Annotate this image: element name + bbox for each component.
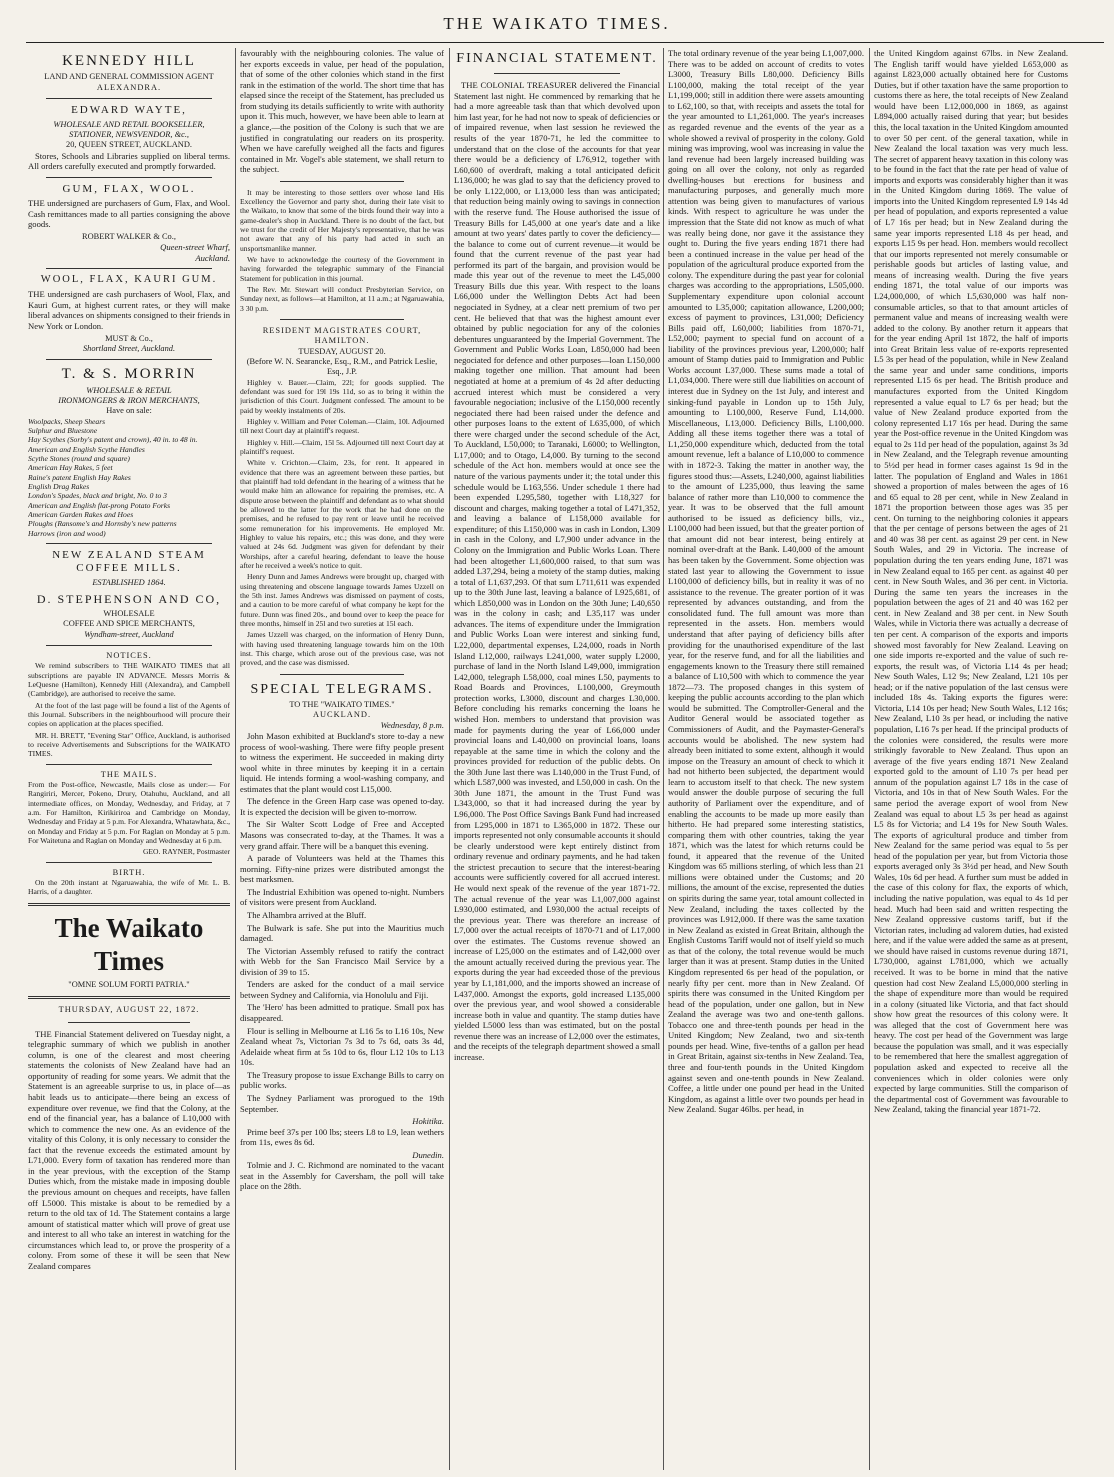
paragraph: John Mason exhibited at Buckland's store to-day a new process of wool-washing. There were fifty people present to witness the experiment. He succeeded in making dirty wool white in three minutes by keeping it in a certain liquid. He intends forming a wool-washing company, and estimates that the plant would cost L15,000. — [240, 730, 444, 794]
paragraph: Henry Dunn and James Andrews were brought up, charged with using threatening and obscene language towards James Uzzell on the 5th inst. James Andrews was dismissed on payment of costs, and a caution to be more careful of what company he kept for the future. Dunn was fined 20s., and bound over to keep the peace for three months, himself in 25l and two sureties at 15l each. — [240, 572, 444, 628]
ad-line: STATIONER, NEWSVENDOR, &c., — [68, 129, 190, 139]
ad-heading: WOOL, FLAX, KAURI GUM. — [40, 274, 218, 286]
paragraph: The defence in the Green Harp case was opened to-day. It is expected the decision will be given to-morrow. — [240, 796, 444, 817]
paragraph: Highley v. Bauer.—Claim, 22l; for goods supplied. The defendant was sued for 19l 19s 11d, so as to bring it within the jurisdiction of this Court. Judgment confessed. The amount to be paid by weekly instalments of 20s. — [240, 377, 444, 415]
birth-notice — [28, 868, 230, 897]
paragraph: We have to acknowledge the courtesy of the Government in having forwarded the telegraphic summary of the Financial Statement for publication in this journal. — [240, 255, 444, 283]
section-date: TUESDAY, AUGUST 20. — [298, 346, 386, 356]
paragraph: The Treasury propose to issue Exchange Bills to carry on public works. — [240, 1069, 444, 1091]
ad-heading: GUM, FLAX, WOOL. — [62, 182, 196, 195]
section-note: (Before W. N. Searancke, Esq., R.M., and Patrick Leslie, Esq., J.P. — [246, 357, 438, 377]
ad-body: THE undersigned are cash purchasers of Wool, Flax, and Kauri Gum, at highest current rates, or they will make liberal advances on shipments consigned to their friends in New York or London. — [28, 289, 230, 331]
section-heading: SPECIAL TELEGRAMS. — [250, 681, 434, 697]
ad-line: Have on sale: — [106, 406, 152, 416]
ad-line: WHOLESALE — [103, 608, 155, 618]
article-body: The total ordinary revenue of the year being L1,007,000. There was to be added on account of credits to votes L3000, Treasury Bills L80,000. Deficiency Bills L100,000, making the total receipt of the year L1,199,000; still in addition there were assets amounting to L62,100, so that, with receipts and assets the total for the year amounted to L1,261,000. The year's increases as regarded revenue and the events of the year as a whole showed a revival of prosperity in the colony. Gold mining was improving, wool was increasing in value the land revenue had been largely increased building was going on all over the colony, not only as regarded dwelling-houses but erections for business and manufacturing purposes, and generally much more attention was being given to manufactures of various kinds. With respect to agriculture he was under the impression that the State did not know as much of what was really being done, nor gave it the assistance they ought to. During the five years ending 1871 there had been a continued increase in the value per head of the population of the agricultural produce exported from the colony. The expenditure during the past year for colonial charges was according to the appropriations, L505,000. Supplementary expenditure upon colonial account amounted to L35,000; capitation allowance, L200,000; excess of payment to provinces, L31,000; Deficiency Bills paid off, L60,000; liabilities from 1870-71, L52,000; payment to special fund on account of a liability of the provinces previous year, L200,000; half amount of Stamp duties paid to Immigration and Public Works account L37,000. These sums made a total of L1,034,000. There were still due liabilities on account of interest due in Sydney on the 1st July, and interest and sinking-fund payable in London up to 15th July, amounting to L100,000, Reserve Fund, L14,000. Miscellaneous, L13,000. Deficiency Bills, L100,000. Adding all these items together there was a total of L1,250,000 expenditure which, deducted from the total amount revenue, left a balance of L10,000 to commence with in 1872-3. Taking the matter in another way, the figures stood thus:—Assets, L240,000, against liabilities to the amount of L235,000, thus leaving the same balance of rather more than L10,000 to commence the year. It was to be observed that the full amount authorised to be issued as deficiency bills, viz., L100,000 had been issued, but that the greater portion of that amount did not bear interest, being entirely at nominal over-draft at the Bank. L40,000 of the amount has been taken by the Government. Some objection was stated last year to allowing the Government to issue L100,000 of deficiency bills, but in reality it was of no assistance to the revenue. The greater portion of it was represented by advances outstanding, and from the consolidated fund. The full amount was more than represented in the assets. Hon. members would understand that after paying of deficiency bills after providing for the unauthorised expenditure of the last year, for the reserve fund, and for all the liabilities and engagements known to the Treasury there still remained a balance of L10,500 with which to commence the year 1872—73. The proposed changes in this system of keeping the public accounts according to the plan which would be submitted. The Comptroller-General and the Auditor General would be associated together as Commissioners of Audit, and the Paymaster-General's accounts would be abolished. The new system had already been initiated to some extent, although it would impose on the Treasury an amount of check to which it had not hitherto been subjected, the department would learn to accustom itself to that check. The new system would answer the double purpose of securing the full authority of Parliament over the expenditure, and of enabling the accounts to be made up more easily than hitherto. He had prepared some interesting statistics, comparing them with other countries, taking the year 1871, which was the latest for which returns could be found, it appeared that the revenue of the United Kingdom was 65 millions sterling, of which less than 21 millions were obtained under the Customs; and 20 millions, the amount of the excise, represented the duties on spirits during the same year, total amount collected in New Zealand, including the taxes collected by the provinces was L912,000. If there was the same taxation in New Zealand as existed in Great Britain, although the English Customs Tariff would not of itself yield so much as that of the colony, the total revenue would be much larger than it was at present. Stamp duties in the United Kingdom represented 6s per head of the population, or nearly fifty per cent. more than in New Zealand. Of spirits there was consumed in the United Kingdom per head of the population, under one gallon, but in New Zealand the average was two and one-tenth gallons. Tobacco one and three-tenth pounds per head in the United Kingdom; New Zealand, two and six-tenth pounds per head. Wine, five-tenths of a gallon per head in Great Britain, against six-tenths in New Zealand. Tea, three and four-tenth pounds in the United Kingdom against seven and one-tenth pounds in New Zealand. Coffee, a little under one pound per head in the United Kingdom, as against a little over two pounds per head in New Zealand. Sugar 46lbs. per head, in — [668, 48, 864, 1115]
ad-signature: Auckland. — [195, 252, 230, 263]
paragraph: The Bulwark is safe. She put into the Mauritius much damaged. — [240, 922, 444, 944]
paragraph: A parade of Volunteers was held at the Thames this morning. Fifty-nine prizes were distributed amongst the best marksmen. — [240, 853, 444, 885]
the-mails — [28, 770, 230, 857]
ad-line: IRONMONGERS & IRON MERCHANTS, — [58, 395, 200, 405]
ad-line: 20, QUEEN STREET, AUCKLAND. — [66, 140, 192, 150]
paragraph: MR. H. BRETT, "Evening Star" Office, Auckland, is authorised to receive Advertisements and Subscriptions for the WAIKATO TIMES. — [28, 730, 230, 759]
paragraph: favourably with the neighbouring colonies. The value of her exports exceeds in value, per head of the population, that of some of the other colonies which stand in the first rank in the estimation of the world. The short time that has elapsed since the receipt of the Statement, has precluded us from studying its details sufficiently to write with authority upon it. This much, however, we have been able to learn at a glance,—the position of the Colony is such that we are justified in congratulating our readers on its prosperity. When we have carefully weighed all the facts and figures contained in Mr. Vogel's able statement, we shall return to the subject. — [240, 48, 444, 175]
paragraph: We remind subscribers to THE WAIKATO TIMES that all subscriptions are payable IN ADVANCE. Messrs Morris & LeQuesne (Hamilton), Kennedy Hill (Alexandra), and Campbell (Cambridge), are authorised to receive the same. — [28, 661, 230, 699]
paragraph: The Rev. Mr. Stewart will conduct Presbyterian Service, on Sunday next, as follows—at Hamilton, at 11 a.m.; at Ngaruawahia, 3 30 p.m. — [240, 285, 444, 313]
paragraph: Flour is selling in Melbourne at L16 5s to L16 10s, New Zealand wheat 7s, Victorian 7s 3d to 7s 6d, oats 3s 4d, Adelaide wheat firm at 5s 10d to 6s, flour L12 10s to L13 10s. — [240, 1025, 444, 1068]
ad-gum-flax-wool — [28, 183, 230, 264]
signature: GEO. RAYNER, Postmaster — [142, 847, 230, 857]
ad-name: D. STEPHENSON AND CO, — [36, 592, 222, 607]
paragraph: The Alhambra arrived at the Bluff. — [247, 909, 367, 920]
column-2 — [240, 48, 444, 1470]
ad-coffee-mills — [28, 549, 230, 640]
paragraph: Highley v. William and Peter Coleman.—Claim, 10l. Adjourned till next Court day at plaintiff's request. — [240, 416, 444, 436]
ad-heading: NEW ZEALAND STEAM COFFEE MILLS. — [52, 548, 206, 575]
paragraph: The Sir Walter Scott Lodge of Free and Accepted Masons was consecrated to-day, at the Thames. It was a very grand affair. There will be a banquet this evening. — [240, 819, 444, 851]
paragraph: At the foot of the last page will be found a list of the Agents of this Journal. Subscribers in the neighbourhood will procure their copies on application at the places specified. — [28, 700, 230, 729]
ad-name: T. & S. MORRIN — [61, 366, 197, 383]
paragraph: The Industrial Exhibition was opened to-night. Numbers of visitors were present from Auckland. — [240, 886, 444, 908]
paragraph: It may be interesting to those settlers over whose land His Excellency the Governor and party shot, during their late visit to the Waikato, to know that some of the birds found their way into a game-dealer's shop in Auckland. There is no doubt of the fact, but we trust for the credit of Her Majesty's representative, that he was not aware that any of his party had acted in such an unsportsmanlike manner. — [240, 187, 444, 253]
article-body: THE COLONIAL TREASURER delivered the Financial Statement last night. He commenced by remarking that he had a more agreeable task than that which devolved upon him last year, for he had not now to speak of deficiencies or of impaired revenue, when last session he reviewed the results of the year 1870-71, he led the committee to understand that on the close of the accounts for that year there would be a deficiency of L76,912, together with L60,600 of overdraft, making a total anticipated deficit L136,000; he was glad to say that the deficiency proved to be only L122,000, or L13,000 less than was anticipated; that reduction being mainly owing to savings in connection with the reserve fund. The House authorised the issue of Treasury Bills for L45,000 at one year's date and a like amount at two years' dates partly to cover the deficiency—the balance to come out of current revenue—it would be found that the current revenue of the past year had performed its part of the bargain, and provision would be made this year out of the revenue to meet the L45,000 Treasury Bills due this year. With respect to the loans L66,000 under the Wellington Debts Act had been negociated in Sydney, at a clear nett premium of two per cent. He believed that that was the highest amount ever obtained by public negociation for any of the colonies debentures unguaranteed by the Imperial Government. The Government and Public Works Loan, L850,000 had been negociated for defence and other purposes—loan L150,000 making together one million. That amount had been negotiated at home at a premium of 4s 2d after deducting accrued interest which must be considered a very favourable negociation; inclusive of the L150,000 recently negociated there had been raised under the defence and other purposes loans to the extent of L635,000, of which there were charged under the second schedule of the Act, To Auckland, L50,000; to Taranaki, L6000; to Wellington, L17,000; and to Otago, L4,000. By turning to the second schedule of the Act hon. members would at once see the nature of the various payments under it; the total under this schedule would be L163,556. Under schedule 1 there had been expended L295,580, together with L18,327 for discount and charges, making together a total of L471,352, and leaving a balance of L158,000 available for expenditure; of this L150,000 was in cash in London, L309 in cash in the Colony, and L7,900 under advance in the Colony on the Immigration and Public Works Loan. There had been altogether L1,600,000 raised, to that sum was added L37,294, being a moiety of the stamp duties, making a total of L1,637,293. Of that sum L711,611 was expended up to the 30th June last, leaving a balance of L925,681, of which L850,000 was in London on the 30th June; L40,650 was in the colony in cash; and L35,117 was under advances. The items of expenditure under the Immigration and Public Works Loan were interest and sinking fund, L22,000, departmental expenses, L24,000, roads in North Island L12,000, railways L241,000, water supply L2000, purchase of land in the North Island L49,000, immigration L42,000, telegraph L58,000, coal mines L50, payments to Road Boards and Provinces, L100,000, Greymouth protection works, L3000, discount and charges L30,000. Before concluding his remarks concerning the loans he wished Hon. members to understand that provision was made for payments during the year of L66,000 under provincial loans and L40,000 on provincial loans, loans repayable at the same time in which the colony and the provinces provided for reduction of the public debts. On the 30th June last there was L140,000 in the Trust Fund, of which L587,000 was invested, and L50,000 in cash. On the 30th June 1871, the amount in the Trust Fund was L343,000, so that it had increased during the year by L96,000. The Post Office Savings Bank Fund had increased from L295,000 in 1871 to L365,000 in 1872. These our imports represented not only consumable accounts it should be clearly understood were kept entirely distinct from ordinary revenue and ordinary payments, and he had taken the strictest precaution to secure that the interest-bearing accounts were sufficiently covered for all accrued interest. He would next speak of the revenue of the year 1871-72. The actual revenue of the year was L1,007,000 against L930,000 estimated, and L930,000 the actual receipts of the previous year. There was therefore an increase of L7,000 over the actual receipts of 1870-71 and of L17,000 over the estimates. The Customs revenue showed an increase of L25,000 on the estimates and of L42,000 over the amount actually received during the previous year. The exports during the year had exceeded those of the previous year by L1,181,000, and the imports showed an increase of L437,000. Amongst the exports, gold increased L135,000 over the previous year, and wool showed a considerable increase both in value and quantity. The stamp duties have yielded L5000 less than was estimated, but on the postal revenue there was an increase of L2,000 over the estimates, and the receipts of the telegraph department showed a small increase. — [454, 80, 660, 1062]
masthead: THE WAIKATO TIMES. — [443, 14, 671, 33]
dateline: Hokitika. — [412, 1116, 444, 1127]
paragraph: Prime beef 37s per 100 lbs; steers L8 to L9, lean wethers from 11s, ewes 8s 6d. — [240, 1126, 444, 1148]
issue-date: THURSDAY, AUGUST 22, 1872. — [58, 1005, 200, 1015]
paragraph: Tenders are asked for the conduct of a mail service between Sydney and California, via Honolulu and Fiji. — [240, 979, 444, 1000]
paragraph: Highley v. Hill.—Claim, 15l 5s. Adjourned till next Court day at plaintiff's request. — [240, 437, 444, 456]
ad-item-list: Woolpacks, Sheep Shears Sulphur and Bluestone Hay Scythes (Sorby's patent and crown), 40 in. to 48 in. American and English Scythe Handles Scythe Stones (round and square) American Hay Rakes, 5 feet Raine's patent English Hay Rakes English Drag Rakes London's Spades, black and bright, No. 0 to 3 American and English flat-prong Potato Forks American Garden Rakes and Hoes Ploughs (Ransome's and Hornsby's new patterns Harrows (iron and wood) — [28, 416, 198, 538]
section-heading: NOTICES. — [106, 650, 152, 660]
ad-line: ESTABLISHED 1864. — [92, 577, 166, 587]
ad-line: WHOLESALE AND RETAIL BOOKSELLER, — [53, 119, 205, 129]
ad-line: WHOLESALE & RETAIL — [86, 385, 172, 395]
section-subheading: TO THE "WAIKATO TIMES." — [289, 699, 395, 709]
column-rule — [869, 48, 870, 1470]
section-time: Wednesday, 8 p.m. — [380, 720, 444, 731]
ad-kennedy-hill — [28, 52, 230, 93]
ad-line: Wyndham-street, Auckland — [84, 629, 174, 639]
section-place: AUCKLAND. — [312, 710, 372, 720]
column-3 — [454, 48, 660, 1470]
ad-signature: Shortland Street, Auckland. — [82, 343, 176, 353]
paragraph: White v. Crichton.—Claim, 23s, for rent. It appeared in evidence that there was an agreement between these parties, but that plaintiff had told defendant in the hearing of a witness that he would make him an allowance for repairing the premises, etc. A dispute arose between the plaintiff and defendant as to what should be allowed to the latter for the work that he had done on the premises, and he refused to pay rent or leave until he received some remuneration for his improvements. He employed Mr. Highley to value his repairs, etc.; this was done, and they were valued at 24s 6d. Judgment was given for defendant by their Worships, after a careful hearing, defendant to leave the house after he received a week's notice to quit. — [240, 458, 444, 570]
section-heading: BIRTH. — [112, 867, 146, 877]
ad-line: ALEXANDRA. — [96, 82, 162, 92]
paragraph: Tolmie and J. C. Richmond are nominated to the vacant seat in the Assembly for Caversham, the poll will take place on the 28th. — [240, 1160, 444, 1192]
article-body: the United Kingdom against 67lbs. in New Zealand. The English tariff would have yielded L653,000 as against L823,000 actually obtained here for Customs Duties, but if other taxation have the same proportion to customs there as here, the total receipts of New Zealand would have been L12,000,000 in 1869, as against L894,000 actually raised during that year; but besides this, the local taxation in the United Kingdom amounted to over 50 per cent. of the general taxation, while in New Zealand the local taxation was very much less. The secret of apparent heavy taxation in this colony was to be found in the fact that the rate per head of value of imports and exports was considerably higher than it was in the United Kingdom during 1869. The value of imports into the United Kingdom represented L9 14s 4d per head of population, and exports represented a value of L7 16s per head; but in New Zealand during the same year imports represented L18 4s per head, and exports L15 9s per head. Hon. members would recollect that our imports represented not merely consumable or perishable goods but articles of lasting value, and means of increasing wealth. During the five years ending 1871, the total value of our imports was L24,000,000, of which L5,630,000 was half non-consumable articles, so that to that amount articles of permanent value and means of increasing wealth were added to the colony. By another return it appears that for the year ending April 1st 1872, the half of imports into Great Britain less value of re-exports represented L5 3s per head of the population, while in New Zealand the same year and under same conditions, imports represented L15 6s per head. The British produce and manufactures exported from the United Kingdom represented a value equal to L7 6s per head; but the value of New Zealand produce exported from the colony represented L17 16s per head. During the same year the Post-office revenue in the United Kingdom was equal to 2s 11d per head of the population, against 3s 3d in New Zealand, and the Telegraph revenue amounting to 5½d per head in former cases against 1s 9d in the latter. The population of England and Wales in 1861 showed a proportion of males between the ages of 16 and 65 equal to 28 per cent, while in New Zealand in 1871 the proportion between those ages was 35 per cent. On turning to the neighboring colonies it appears that the per centage of persons between the ages of 21 and 40 was 38 per cent. as against 29 per cent. in New South Wales, and 29 in Victoria. The increase of population during the ten years ending June, 1871 was in New Zealand equal to 165 per cent. as against 40 per cent. in New South Wales, and 36 per cent. in Victoria. During the same ten years the increases in the population between the ages of 21 and 40 was 162 per cent. in New Zealand and 38 per cent. in New South Wales, while in Victoria there was actually a decrease of ten per cent. A comparison of the exports and imports showed most favorably for New Zealand. Leaving on one side imports re-exported and the value of such re-exports, the result was, of Victoria L14 4s per head; New South Wales, L12 9s; New Zealand, L21 10s per head; or if the native population of the last census were included 18s 4s. Taking exports the figures were: Victoria, L14 10s per head; New South Wales, L12 16s; New Zealand, L10 3s per head, or including the native population, L16 7s per head. If the principal products of the colonies were considered, the results were more strikingly favorable to New Zealand. Thus upon an average of the five years ending 1871 New Zealand exported gold to the amount of L10 7s per head per annum of the population against L7 18s in the case of Victoria, and 10s in that of New South Wales. For the same period the average export of wool from New Zealand was equal to about L5 3s per head as against L5 8s for Victoria; and L4 19s for New South Wales. The exports of agricultural produce and timber from New Zealand for the same period was equal to 5s per head of the population per year, but from Victoria those exports averaged only 3s 3½d per head, and New South Wales, 10s 6d per head. A further sum must be added in the case of this colony for flax, the exports of which, including the native population, was equal to 4s 1d per head. Much had been said and written respecting the New Zealand oppressive customs tariff, but if the Victorian rates, including ad valorem duties, had existed here, and if the value were added the same as at present, we should have raised in customs revenue during 1871, L730,000, against L781,000, which we actually received. It was to be borne in mind that the native question had cost New Zealand L5,000,000 sterling in the shape of expenditure more than would be required in a colony (situated like Victoria, and that fact should show how great the resources of this colony were. It was alleged that the cost of Government here was heavy. The cost per head of the Government was large because the population was small, and it was especially to be remembered that here the smallest aggregation of population asked and expected to receive all the conveniences which in older colonies were only expected by large communities. Still the comparison of the departmental cost of Government was favourable to New Zealand, taking the financial year 1871-72. — [874, 48, 1068, 1115]
ad-signature: ROBERT WALKER & Co., — [82, 231, 176, 241]
section-subheading: HAMILTON. — [314, 336, 370, 346]
column-4 — [668, 48, 864, 1470]
ad-signature: MUST & Co., — [105, 333, 153, 343]
notices — [28, 651, 230, 759]
motto: "OMNE SOLUM FORTI PATRIA." — [68, 979, 190, 989]
dateline: Dunedin. — [412, 1149, 444, 1160]
ad-morrin — [28, 365, 230, 538]
ad-line: COFFEE AND SPICE MERCHANTS, — [63, 619, 195, 629]
column-rule — [235, 48, 236, 1470]
ad-name: KENNEDY HILL — [62, 53, 196, 69]
section-heading: RESIDENT MAGISTRATES COURT, — [262, 326, 422, 336]
paragraph: The Sydney Parliament was prorogued to the 19th September. — [240, 1092, 444, 1114]
masthead-rule — [26, 42, 1104, 43]
article-heading: FINANCIAL STATEMENT. — [456, 51, 658, 66]
column-rule — [663, 48, 664, 1470]
paragraph: The 'Hero' has been admitted to pratique. Small pox has disappeared. — [240, 1002, 444, 1023]
ad-signature: Queen-street Wharf, — [160, 242, 230, 253]
editorial: THE Financial Statement delivered on Tuesday night, a telegraphic summary of which we publish in another column, is one of the clearest and most cheering statements the colonists of New Zealand have had an opportunity of reading for some years. We admit that the Statement is an agreeable surprise to us, in place of—as habit leads us to anticipate—there being an excess of expenditure over revenue, we find that the Colony, at the end of the financial year, has a balance of L10,000 with which to commence the new one. As an evidence of the vitality of this Colony, it is only necessary to consider the fact that the revenue exceeds the estimated amount by L71,000. Every form of taxation has rendered more than in the year previous, with the exception of the Stamp Duties which, from the mistake made in imposing double the previous amount on cheques and receipts, have fallen off L5000. This mistake is about to be remedied by a return to the old tax of 1d. The Statement contains a large amount of statistical matter which will prove of great use and interest to all who take an interest in watching for the circumstances which lead to, or prove the prosperity of a colony. From some of these it will be seen that New Zealand compares — [28, 1028, 230, 1271]
ad-body: THE undersigned are purchasers of Gum, Flax, and Wool. Cash remittances made to all parties consigning the above goods. — [28, 198, 230, 230]
paragraph: On the 20th instant at Ngaruawahia, the wife of Mr. L. B. Harris, of a daughter. — [28, 877, 230, 897]
column-1 — [28, 48, 230, 1470]
ad-wool-flax-kauri — [28, 274, 230, 354]
section-heading: THE MAILS. — [100, 769, 158, 779]
ad-name: EDWARD WAYTE, — [71, 104, 187, 117]
column-rule — [449, 48, 450, 1470]
ad-edward-wayte — [28, 104, 230, 172]
paragraph: From the Post-office, Newcastle, Mails close as under:— For Rangiriri, Mercer, Pokeno, Drury, Otahuhu, Auckland, and all intermediate offices, on Monday, Wednesday, and Friday, at 7 a.m. For Hamilton, Kirikiriroa and Cambridge on Monday, Wednesday and Friday at 5 p.m. For Alexandra, Whatawhata, &c., on Monday and Friday at 5 p.m. For Raglan on Monday at 5 p.m. For Waitetuna and Raglan on Monday and Wednesday at 6 p.m. — [28, 779, 230, 845]
ad-body: Stores, Schools and Libraries supplied on liberal terms. All orders carefully executed and promptly forwarded. — [28, 150, 230, 172]
paragraph: The Victorian Assembly refused to ratify the contract with Webb for the San Francisco Mail Service by a division of 39 to 15. — [240, 945, 444, 977]
paragraph: James Uzzell was charged, on the information of Henry Dunn, with having used threatening language towards him on the 10th inst. This charge, which arose out of the previous case, was not proved, and the case was dismissed. — [240, 630, 444, 668]
newspaper-title: The Waikato Times — [54, 912, 204, 976]
column-5 — [874, 48, 1068, 1470]
ad-line: LAND AND GENERAL COMMISSION AGENT — [44, 72, 214, 82]
